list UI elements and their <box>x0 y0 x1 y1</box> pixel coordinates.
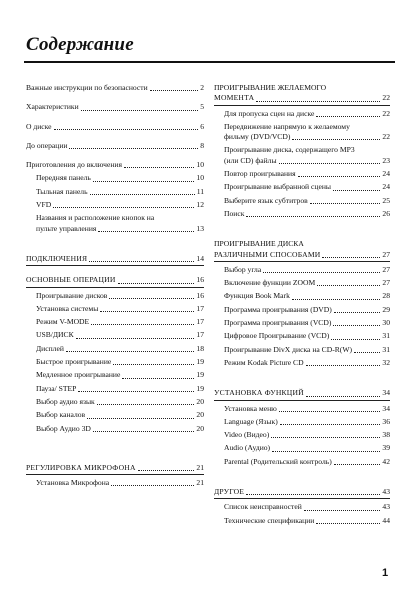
toc-page-number: 22 <box>382 93 390 103</box>
toc-page-number: 11 <box>196 186 204 196</box>
toc-entry-title: Выбор аудио язык <box>36 396 95 406</box>
toc-entry[interactable] <box>26 187 204 197</box>
toc-entry[interactable] <box>26 200 204 210</box>
toc-entry-title: Технические спецификации <box>224 515 315 525</box>
toc-entry[interactable] <box>26 304 204 314</box>
toc-entry-title: Установка системы <box>36 303 99 313</box>
toc-section-entry[interactable] <box>214 487 390 497</box>
toc-entry[interactable] <box>214 109 390 119</box>
dot-leader <box>53 207 194 208</box>
dot-leader <box>66 351 195 352</box>
toc-entry-title: Программа проигрывания (VCD) <box>224 318 332 328</box>
toc-entry[interactable] <box>214 502 390 512</box>
toc-page-number: 34 <box>382 388 390 398</box>
toc-entry-title: Language (Язык) <box>224 416 278 426</box>
toc-entry[interactable] <box>214 305 390 315</box>
page-number: 1 <box>382 567 389 579</box>
toc-page-number: 25 <box>382 195 390 205</box>
toc-entry-title: Передняя панель <box>36 173 91 183</box>
toc-entry-title: УСТАНОВКА ФУНКЦИЙ <box>214 388 304 398</box>
toc-entry-title: Поиск <box>224 208 245 218</box>
toc-page-number: 17 <box>196 303 204 313</box>
toc-page-number: 32 <box>382 357 390 367</box>
toc-page-number: 38 <box>382 430 390 440</box>
toc-entry-title: Режим V-MODE <box>36 317 90 327</box>
title-underline <box>24 61 395 63</box>
toc-page-number: 42 <box>382 456 390 466</box>
toc-entry[interactable] <box>26 173 204 183</box>
toc-entry[interactable] <box>214 345 390 355</box>
toc-entry[interactable] <box>26 102 204 112</box>
toc-page-number: 23 <box>382 155 390 165</box>
toc-entry-title-line: ПРОИГРЫВАНИЕ ЖЕЛАЕМОГО <box>214 83 327 92</box>
toc-page-number: 14 <box>196 253 204 263</box>
dot-leader <box>78 391 194 392</box>
dot-leader <box>246 494 380 495</box>
toc-entry-title-line: РАЗЛИЧНЫМИ СПОСОБАМИ <box>214 249 321 259</box>
toc-page-number: 27 <box>382 278 390 288</box>
toc-entry[interactable] <box>214 278 390 288</box>
toc-section-entry[interactable] <box>214 239 390 260</box>
toc-entry[interactable] <box>214 443 390 453</box>
toc-entry[interactable] <box>26 478 204 488</box>
toc-entry-title: ДРУГОЕ <box>214 487 245 497</box>
toc-entry-title: Выберите язык субтитров <box>224 195 308 205</box>
toc-entry-title: Функция Book Mark <box>224 291 290 301</box>
section-underline <box>214 400 390 401</box>
dot-leader <box>113 364 194 365</box>
toc-section-entry[interactable] <box>26 463 204 473</box>
dot-leader <box>89 261 194 262</box>
toc-entry-title-line: Проигрывание диска, содержащего MP3 <box>224 145 355 155</box>
toc-page-number: 20 <box>196 410 204 420</box>
toc-entry[interactable] <box>26 410 204 420</box>
toc-page-number: 31 <box>382 331 390 341</box>
toc-entry-title: Повтор проигрывания <box>224 169 296 179</box>
dot-leader <box>316 116 380 117</box>
section-underline <box>26 474 204 475</box>
toc-page-number: 28 <box>382 291 390 301</box>
toc-entry[interactable] <box>214 516 390 526</box>
dot-leader <box>150 90 199 91</box>
dot-leader <box>111 485 194 486</box>
toc-entry-title: Проигрывание DivX диска на CD-R(W) <box>224 344 353 354</box>
toc-entry[interactable] <box>214 182 390 192</box>
dot-leader <box>91 324 194 325</box>
toc-entry[interactable] <box>26 213 204 234</box>
dot-leader <box>292 299 381 300</box>
toc-entry[interactable] <box>214 457 390 467</box>
toc-entry-title-line: Названия и расположение кнопок на <box>36 213 155 223</box>
toc-entry[interactable] <box>26 370 204 380</box>
toc-entry-title: USB/ДИСК <box>36 330 74 340</box>
dot-leader <box>304 510 381 511</box>
toc-entry-title: РЕГУЛИРОВКА МИКРОФОНА <box>26 462 136 472</box>
toc-entry-title-line: МОМЕНТА <box>214 93 255 103</box>
toc-entry-title: Parental (Родительский контроль) <box>224 456 332 466</box>
dot-leader <box>272 451 380 452</box>
toc-entry[interactable] <box>26 384 204 394</box>
toc-entry[interactable] <box>214 430 390 440</box>
toc-entry-title: Список неисправностей <box>224 502 302 512</box>
dot-leader <box>354 352 380 353</box>
dot-leader <box>54 129 199 130</box>
toc-entry-title: ОСНОВНЫЕ ОПЕРАЦИИ <box>26 275 116 285</box>
toc-entry[interactable] <box>214 291 390 301</box>
toc-entry-title: Для пропуска сцен на диске <box>224 108 315 118</box>
dot-leader <box>279 163 381 164</box>
toc-entry[interactable] <box>214 169 390 179</box>
toc-entry-title: Быстрое проигрывание <box>36 357 112 367</box>
toc-left-column <box>26 80 204 488</box>
toc-entry[interactable] <box>214 265 390 275</box>
dot-leader <box>93 431 195 432</box>
toc-entry[interactable] <box>26 317 204 327</box>
toc-page-number: 44 <box>382 515 390 525</box>
toc-page-number: 24 <box>382 182 390 192</box>
toc-page-number: 5 <box>200 102 204 112</box>
toc-page-number: 24 <box>382 169 390 179</box>
toc-entry-title: Выбор каналов <box>36 410 86 420</box>
dot-leader <box>118 283 195 284</box>
toc-page-number: 30 <box>382 318 390 328</box>
page-title: Содержание <box>26 34 134 55</box>
toc-entry-title: Выбор угла <box>224 264 262 274</box>
toc-entry[interactable] <box>214 358 390 368</box>
toc-entry[interactable] <box>26 397 204 407</box>
dot-leader <box>279 411 381 412</box>
toc-page-number: 21 <box>196 478 204 488</box>
dot-leader <box>333 190 380 191</box>
toc-entry-title-line: пульте управления <box>36 223 97 233</box>
toc-entry[interactable] <box>214 318 390 328</box>
toc-page-number: 20 <box>196 423 204 433</box>
dot-leader <box>292 139 380 140</box>
dot-leader <box>87 418 194 419</box>
toc-page-number: 20 <box>196 396 204 406</box>
toc-entry-title: VFD <box>36 200 52 210</box>
toc-page-number: 19 <box>196 357 204 367</box>
toc-page-number: 34 <box>382 403 390 413</box>
toc-page-number: 22 <box>382 132 390 142</box>
dot-leader <box>298 176 381 177</box>
toc-page-number: 8 <box>200 140 204 150</box>
toc-entry-title: Выбор Аудио 3D <box>36 423 91 433</box>
toc-page-number: 27 <box>382 249 390 259</box>
section-underline <box>214 498 390 499</box>
toc-entry[interactable] <box>26 83 204 93</box>
toc-entry-title: До операции <box>26 140 68 150</box>
dot-leader <box>246 216 380 217</box>
dot-leader <box>69 148 198 149</box>
dot-leader <box>93 181 195 182</box>
toc-entry[interactable] <box>214 417 390 427</box>
section-underline <box>26 287 204 288</box>
toc-entry-title: Проигрывание выбранной сцены <box>224 182 331 192</box>
dot-leader <box>334 464 381 465</box>
toc-section-entry[interactable] <box>26 275 204 285</box>
toc-entry-title: Установка Микрофона <box>36 478 110 488</box>
dot-leader <box>81 110 199 111</box>
toc-page-number: 19 <box>196 370 204 380</box>
toc-entry[interactable] <box>26 291 204 301</box>
toc-page-number: 21 <box>196 462 204 472</box>
toc-page-number: 27 <box>382 264 390 274</box>
toc-entry-title-line: Передвижение напрямую к желаемому <box>224 121 350 131</box>
toc-entry-title: Медленное проигрывание <box>36 370 121 380</box>
toc-page-number: 43 <box>382 487 390 497</box>
toc-page-number: 13 <box>196 223 204 233</box>
toc-entry-title: Цифровое Проигрывание (VCD) <box>224 331 330 341</box>
toc-entry[interactable] <box>214 331 390 341</box>
toc-entry-title: Важные инструкции по безопасности <box>26 83 148 92</box>
toc-entry-title: Режим Kodak Picture CD <box>224 357 304 367</box>
section-underline <box>214 261 390 262</box>
toc-entry-title-line: фильму (DVD/VCD) <box>224 132 291 142</box>
toc-page-number: 2 <box>200 83 204 92</box>
dot-leader <box>90 194 195 195</box>
section-underline <box>26 265 204 266</box>
dot-leader <box>263 272 380 273</box>
toc-entry[interactable] <box>26 330 204 340</box>
toc-entry-title-line: (или CD) файлы <box>224 155 277 165</box>
dot-leader <box>124 167 194 168</box>
toc-page-number: 10 <box>196 173 204 183</box>
toc-entry-title: ПОДКЛЮЧЕНИЯ <box>26 253 88 263</box>
toc-page-number: 12 <box>196 200 204 210</box>
dot-leader <box>334 312 381 313</box>
dot-leader <box>280 424 381 425</box>
toc-page-number: 18 <box>196 343 204 353</box>
toc-entry-title: Пауза/ STEP <box>36 383 77 393</box>
toc-right-column <box>214 80 390 526</box>
toc-entry-title: Video (Видео) <box>224 430 270 440</box>
toc-page-number: 39 <box>382 443 390 453</box>
toc-page-number: 17 <box>196 330 204 340</box>
toc-entry[interactable] <box>214 404 390 414</box>
dot-leader <box>306 396 381 397</box>
toc-entry-title: Характеристики <box>26 102 79 112</box>
dot-leader <box>122 378 194 379</box>
dot-leader <box>100 311 194 312</box>
dot-leader <box>333 325 380 326</box>
toc-entry-title: Программа проигрывания (DVD) <box>224 304 332 314</box>
dot-leader <box>317 285 380 286</box>
toc-entry[interactable] <box>214 145 390 166</box>
toc-page-number: 10 <box>196 160 204 170</box>
toc-page-number: 26 <box>382 208 390 218</box>
toc-entry[interactable] <box>26 344 204 354</box>
toc-entry-title: Проигрывание дисков <box>36 290 108 300</box>
toc-entry-title: Включение функции ZOOM <box>224 278 316 288</box>
toc-entry[interactable] <box>214 209 390 219</box>
toc-entry[interactable] <box>26 160 204 170</box>
dot-leader <box>316 523 380 524</box>
toc-entry-title: Audio (Аудио) <box>224 443 271 453</box>
dot-leader <box>256 101 380 102</box>
toc-page-number: 6 <box>200 121 204 131</box>
dot-leader <box>76 338 195 339</box>
toc-page-number: 19 <box>196 383 204 393</box>
toc-section-entry[interactable] <box>214 83 390 104</box>
toc-page-number: 43 <box>382 502 390 512</box>
dot-leader <box>109 298 194 299</box>
toc-entry[interactable] <box>214 122 390 143</box>
section-underline <box>214 105 390 106</box>
toc-page-number: 16 <box>196 290 204 300</box>
toc-page-number: 17 <box>196 317 204 327</box>
toc-section-entry[interactable] <box>214 388 390 398</box>
toc-entry-title: Приготовления до включения <box>26 160 122 170</box>
dot-leader <box>322 257 380 258</box>
dot-leader <box>271 437 380 438</box>
toc-entry-title: Тыльная панель <box>36 186 88 196</box>
toc-section-entry[interactable] <box>26 254 204 264</box>
toc-entry-title: Установка меню <box>224 403 277 413</box>
toc-page-number: 31 <box>382 344 390 354</box>
toc-entry[interactable] <box>26 141 204 151</box>
toc-page-number: 29 <box>382 304 390 314</box>
toc-page-number: 16 <box>196 275 204 285</box>
toc-entry[interactable] <box>26 122 204 132</box>
toc-page-number: 22 <box>382 108 390 118</box>
dot-leader <box>306 365 381 366</box>
toc-entry-title: О диске <box>26 121 52 131</box>
dot-leader <box>98 231 194 232</box>
toc-entry-title-line: ПРОИГРЫВАНИЕ ДИСКА <box>214 239 304 249</box>
toc-page-number: 36 <box>382 416 390 426</box>
toc-entry-title: Дисплей <box>36 343 64 353</box>
dot-leader <box>97 404 195 405</box>
toc-entry[interactable] <box>26 357 204 367</box>
toc-entry[interactable] <box>214 196 390 206</box>
toc-entry[interactable] <box>26 424 204 434</box>
dot-leader <box>138 470 195 471</box>
dot-leader <box>331 339 380 340</box>
dot-leader <box>310 203 381 204</box>
